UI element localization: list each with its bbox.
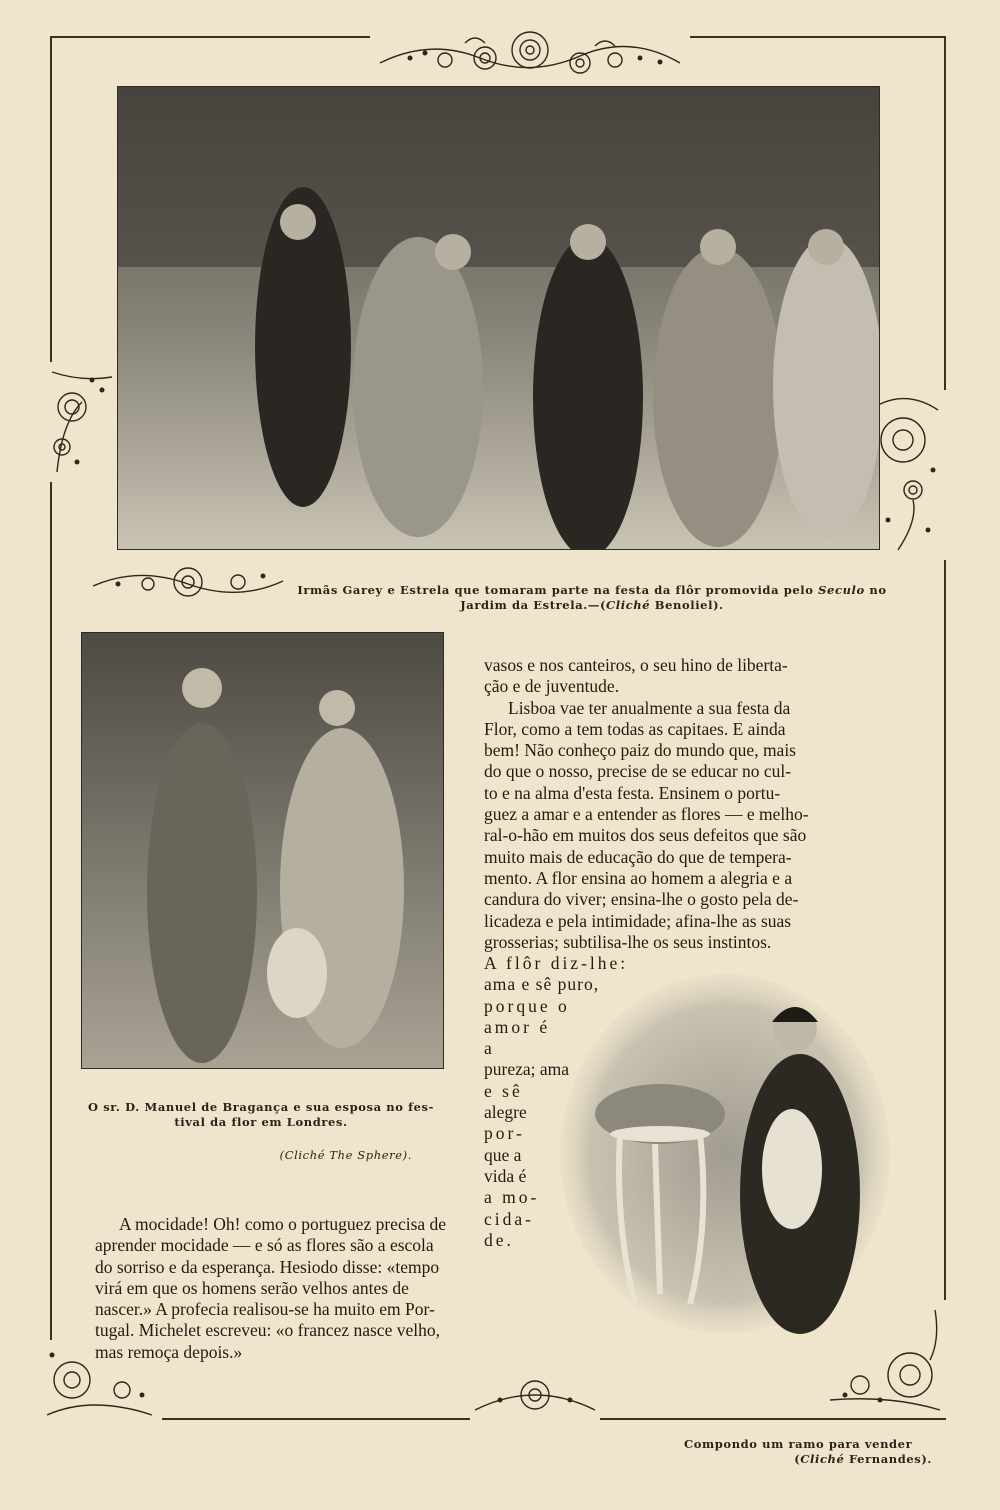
caption-italic: Cliché (800, 1452, 845, 1466)
poem-line: alegre (484, 1102, 527, 1123)
right-photo-caption (660, 1437, 940, 1467)
photo-manuel-braganca (81, 632, 444, 1069)
text-line: licadeza e pela intimidade; afina-lhe as suas (484, 910, 792, 931)
caption-text: Irmãs Garey e Estrela que tomaram parte na festa da flôr promovida pelo (297, 583, 819, 597)
photo-flower-seller (560, 974, 890, 1334)
poem-line: vida é (484, 1165, 527, 1186)
floral-ornament-bottom-center (470, 1360, 600, 1430)
caption-italic: Cliché (606, 598, 651, 612)
caption-italic: Seculo (818, 583, 865, 597)
poem-line: que a (484, 1144, 522, 1165)
text-line: muito mais de educação do que de tempera- (484, 846, 792, 867)
text-line: Lisboa vae ter anualmente a sua festa da (508, 697, 791, 718)
caption-text: Benoliel). (650, 598, 724, 612)
poem-line: a (484, 1038, 495, 1059)
text-line: bem! Não conheço paiz do mundo que, mais (484, 740, 796, 761)
text-line: virá em que os homens serão velhos antes de (95, 1277, 409, 1298)
article-column-right (484, 655, 902, 953)
poem-line: cida- (484, 1208, 534, 1229)
poem-line: pureza; ama (484, 1059, 570, 1080)
poem-line: amor é (484, 1016, 551, 1037)
left-photo-caption (80, 1100, 442, 1130)
caption-text: Fernandes). (844, 1452, 932, 1466)
text-line: do que o nosso, precise de se educar no cul- (484, 761, 792, 782)
text-line: do sorriso e da esperança. Hesiodo disse: «tempo (95, 1256, 440, 1277)
text-line: Flor, como a tem todas as capitaes. E ainda (484, 718, 786, 739)
poem-line: A flôr diz-lhe: (484, 953, 629, 973)
article-poem (484, 953, 629, 1251)
text-line: mas remoça depois.» (95, 1341, 243, 1362)
caption-text: no (864, 583, 887, 597)
caption-line: Compondo um ramo para vender (684, 1437, 913, 1451)
poem-line: ama e sê puro, (484, 974, 600, 995)
text-line: aprender mocidade — e só as flores são a escola (95, 1235, 434, 1256)
text-line: ral-o-hão em muitos dos seus defeitos que são (484, 825, 807, 846)
photo-women-festival (117, 86, 880, 550)
text-line: candura do viver; ensina-lhe o gosto pela de- (484, 889, 799, 910)
poem-line: e sê (484, 1080, 523, 1101)
floral-ornament-top (370, 18, 690, 88)
left-photo-credit: (Cliché The Sphere). (279, 1148, 412, 1162)
poem-line: porque o (484, 995, 570, 1016)
text-line: mento. A flor ensina ao homem a alegria e a (484, 867, 793, 888)
floral-ornament-caption (88, 556, 288, 612)
top-photo-caption (282, 583, 902, 613)
text-line: grosserias; subtilisa-lhe os seus instintos. (484, 931, 772, 952)
caption-text: Jardim da Estrela.—( (460, 598, 606, 612)
text-line: nascer.» A profecia realisou-se ha muito em Por- (95, 1299, 435, 1320)
text-line: A mocidade! Oh! como o portuguez precisa de (119, 1214, 447, 1234)
poem-line: por- (484, 1123, 525, 1144)
text-line: tugal. Michelet escreveu: «o francez nasce velho, (95, 1320, 440, 1341)
text-line: to e na alma d'esta festa. Ensinem o portu- (484, 782, 781, 803)
text-line: guez a amar e a entender as flores — e melho- (484, 804, 809, 825)
caption-line: tival da flor em Londres. (174, 1115, 348, 1129)
poem-line: a mo- (484, 1187, 540, 1208)
caption-text: ( (794, 1452, 801, 1466)
floral-ornament-left (32, 362, 122, 482)
text-line: vasos e nos canteiros, o seu hino de liberta- (484, 655, 788, 675)
article-bottom-paragraph (95, 1214, 535, 1363)
floral-ornament-right (868, 390, 958, 560)
poem-line: de. (484, 1229, 514, 1250)
text-line: ção e de juventude. (484, 676, 620, 697)
caption-line: O sr. D. Manuel de Bragança e sua esposa no fes- (88, 1100, 434, 1114)
